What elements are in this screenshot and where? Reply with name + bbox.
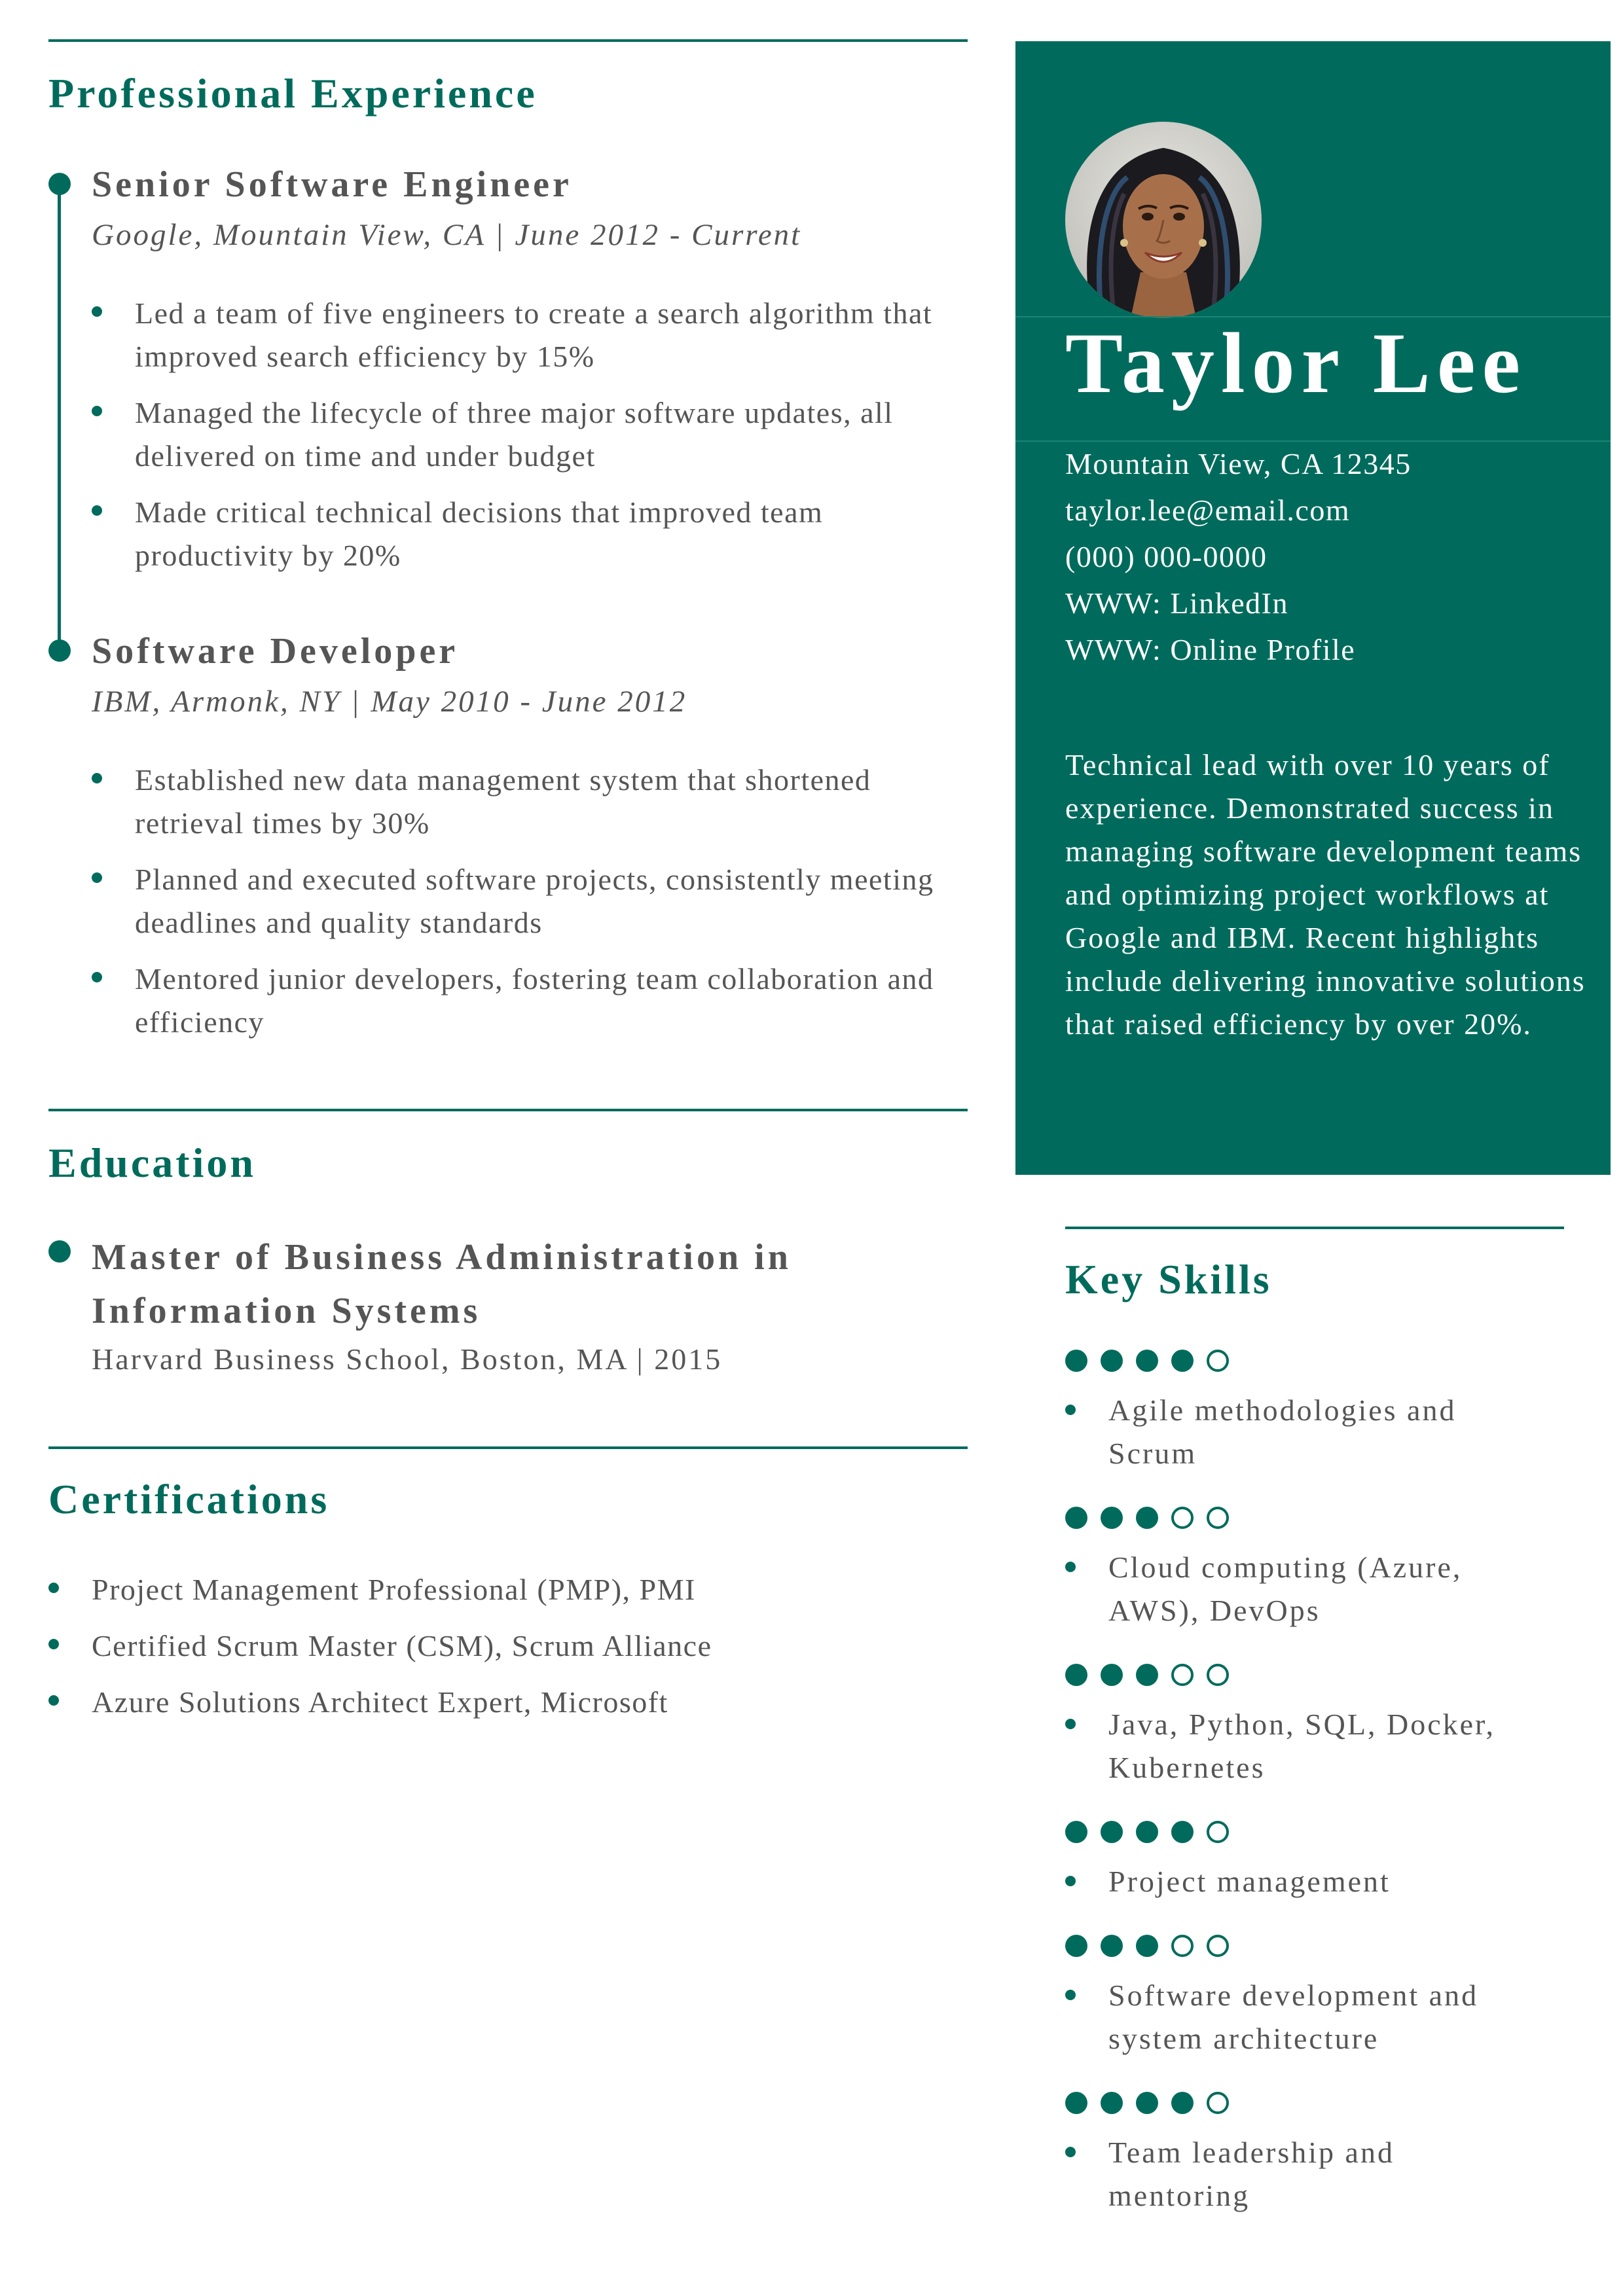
rating-dot-filled [1065,1507,1087,1529]
bullet-dot [92,306,102,317]
skill-name: Cloud computing (Azure, AWS), DevOps [1108,1551,1463,1627]
certifications-list [48,1568,965,1737]
bullet-dot [48,1583,59,1593]
rating-dot-empty [1171,1935,1194,1957]
list-item [92,491,969,577]
bullet-dot [92,406,102,416]
bullet-dot [48,1639,59,1649]
bullet-text: Planned and executed software projects, consistently meeting deadlines and quality standards [135,863,934,939]
bullet-text: Mentored junior developers, fostering team collaboration and efficiency [135,962,934,1039]
education-heading: Education [48,1139,256,1186]
certification-text: Project Management Professional (PMP), PMI [92,1573,696,1606]
education-marker-dot [48,1240,71,1263]
experience-timeline [58,183,61,648]
rating-dot-filled [1136,1664,1158,1686]
job-company-dates: Google, Mountain View, CA | June 2012 - Current [92,218,802,252]
education-degree: Master of Business Administration in Information Systems [92,1237,792,1331]
contact-website[interactable]: WWW: Online Profile [1065,633,1356,666]
education-school-dates: Harvard Business School, Boston, MA | 2015 [92,1342,723,1376]
bullet-dot [92,872,102,883]
rating-dot-empty [1171,1507,1194,1529]
rating-dot-filled [1065,1350,1087,1372]
candidate-name: Taylor Lee [1065,315,1527,411]
rating-dot-empty [1207,1507,1229,1529]
bullet-dot [92,505,102,516]
job-company-dates: IBM, Armonk, NY | May 2010 - June 2012 [92,685,687,719]
list-item [92,292,969,378]
experience-heading: Professional Experience [48,70,538,117]
bullet-dot [92,773,102,783]
rating-dot-filled [1136,1507,1158,1529]
bullet-dot [1065,1876,1076,1886]
profile-summary: Technical lead with over 10 years of experience. Demonstrated success in managing software development teams and optimizing project workflows at Google and IBM. Recent highlights include delivering innovative solutions that raised efficiency by over 20%. [1065,748,1586,1041]
rating-dot-filled [1101,2092,1123,2114]
list-item [92,958,969,1044]
bullet-dot [1065,1990,1076,2000]
list-item [48,1568,965,1611]
certification-text: Certified Scrum Master (CSM), Scrum Alliance [92,1629,712,1662]
bullet-dot [1065,1562,1076,1572]
contact-linkedin[interactable]: WWW: LinkedIn [1065,586,1288,620]
rating-dot-filled [1065,1935,1087,1957]
list-item [92,759,969,845]
rating-dot-filled [1065,1821,1087,1843]
contact-address: Mountain View, CA 12345 [1065,447,1412,480]
bullet-text: Made critical technical decisions that improved team productivity by 20% [135,495,824,572]
rating-dot-filled [1171,2092,1194,2114]
list-item [92,391,969,478]
experience-top-rule [48,39,968,42]
skill-name: Software development and system architecture [1108,1979,1479,2055]
rating-dot-filled [1101,1664,1123,1686]
skills-heading: Key Skills [1065,1256,1272,1302]
contact-phone: (000) 000-0000 [1065,540,1267,573]
job-bullet-list [92,292,969,590]
skill-name: Project management [1108,1865,1391,1898]
rating-dot-filled [1065,2092,1087,2114]
job-title: Senior Software Engineer [92,164,572,205]
profile-sidebar [1015,41,1611,1175]
rating-dot-filled [1171,1350,1194,1372]
skill-name: Team leadership and mentoring [1108,2136,1395,2212]
rating-dot-filled [1136,2092,1158,2114]
rating-dot-filled [1065,1664,1087,1686]
list-item [92,858,969,944]
list-item [48,1624,965,1668]
job-title: Software Developer [92,631,459,672]
rating-dot-empty [1207,1350,1229,1372]
bullet-dot [1065,2147,1076,2157]
certifications-heading: Certifications [48,1476,330,1522]
rating-dot-filled [1136,1935,1158,1957]
job-marker-dot [48,639,71,662]
bullet-text: Established new data management system that shortened retrieval times by 30% [135,763,871,840]
job-bullet-list [92,759,969,1057]
avatar [1065,122,1262,318]
bullet-dot [1065,1405,1076,1415]
rating-dot-filled [1101,1935,1123,1957]
skills-top-rule [1065,1227,1564,1229]
bullet-text: Managed the lifecycle of three major software updates, all delivered on time and under budget [135,396,894,473]
certifications-top-rule [48,1446,968,1449]
bullet-dot [1065,1719,1076,1729]
contact-email[interactable]: taylor.lee@email.com [1065,493,1351,527]
job-marker-dot [48,173,71,195]
rating-dot-filled [1101,1350,1123,1372]
rating-dot-filled [1101,1507,1123,1529]
skill-name: Java, Python, SQL, Docker, Kubernetes [1108,1708,1496,1784]
bullet-dot [48,1695,59,1706]
skill-name: Agile methodologies and Scrum [1108,1393,1457,1470]
rating-dot-filled [1136,1350,1158,1372]
rating-dot-empty [1207,2092,1229,2114]
rating-dot-empty [1207,1664,1229,1686]
rating-dot-empty [1207,1935,1229,1957]
rating-dot-empty [1171,1664,1194,1686]
education-top-rule [48,1109,968,1111]
rating-dot-empty [1207,1821,1229,1843]
certification-text: Azure Solutions Architect Expert, Microsoft [92,1685,668,1719]
contact-block [1065,440,1412,673]
list-item [48,1681,965,1724]
profile-photo [1065,122,1262,318]
rating-dot-filled [1101,1821,1123,1843]
rating-dot-filled [1171,1821,1194,1843]
bullet-dot [92,972,102,982]
bullet-text: Led a team of five engineers to create a search algorithm that improved search efficiency by 15% [135,296,933,373]
rating-dot-filled [1136,1821,1158,1843]
